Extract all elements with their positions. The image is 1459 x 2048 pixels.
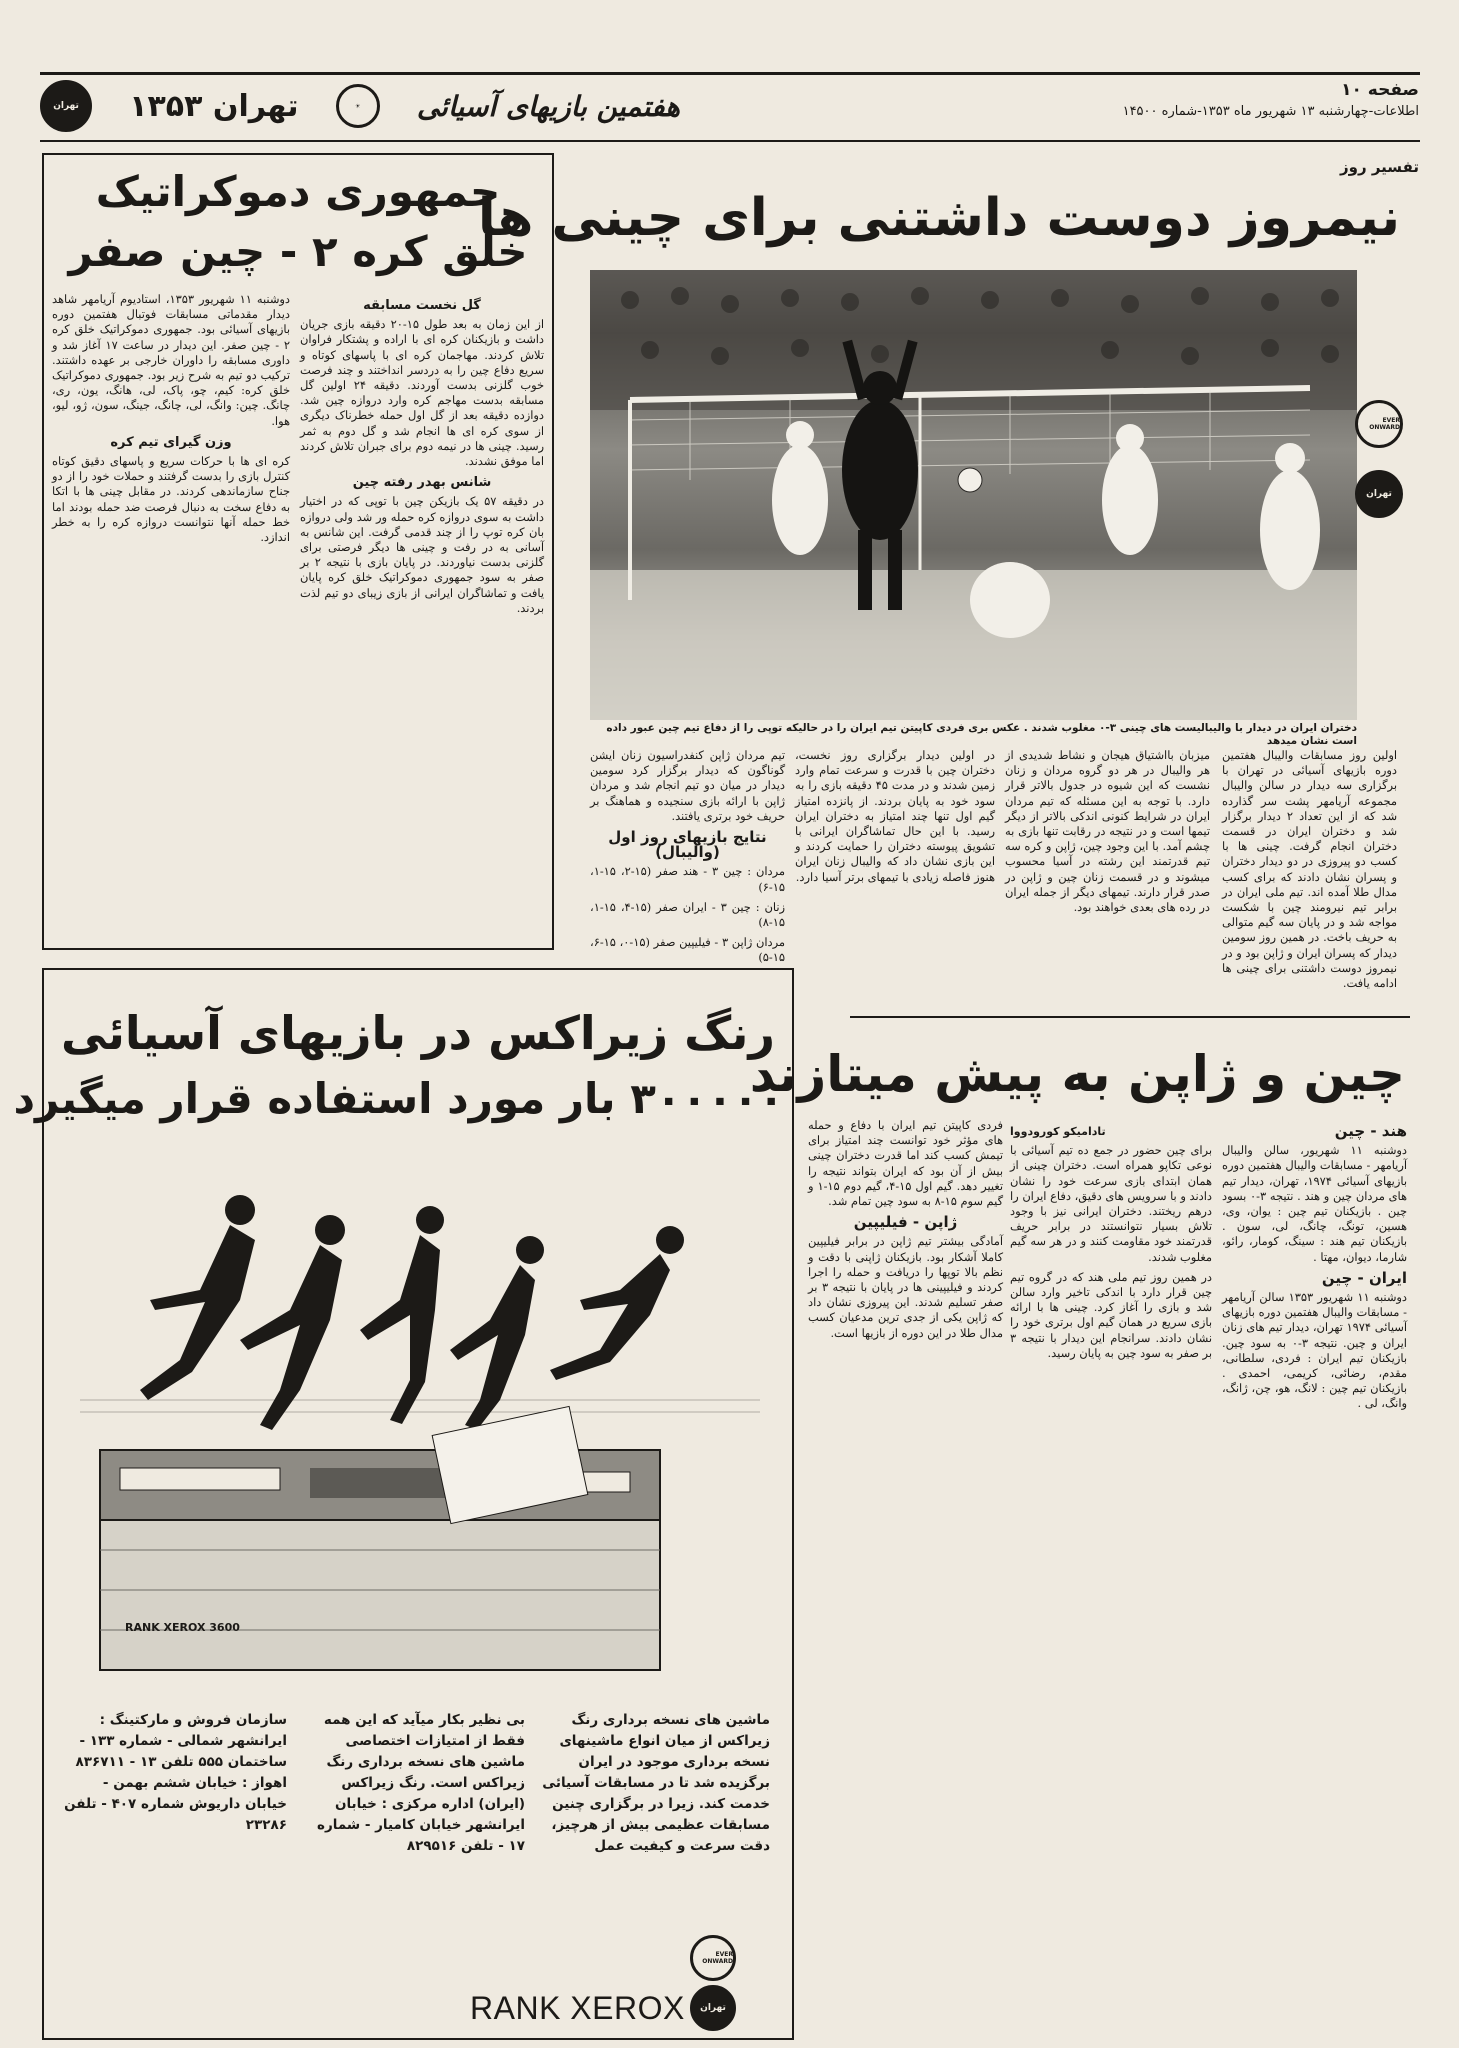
masthead-top-rule: [40, 72, 1420, 75]
japan-col2a-text: برای چین حضور در جمع ده تیم آسیائی با نوعی تکاپو همراه است. دختران چینی از همان ابتدای بازی سرعت خود را نشان دادند و با سرویس های دقیق، دفاع ایران را درهم ریختند. دختران ایرانی نیز با وجود تلاش بسیار نتوانستند در برابر حریف قدرتمند خود مقاومت کنند و در هر سه گیم مغلوب شدند.: [1010, 1143, 1212, 1264]
dateline: اطلاعات-چهارشنبه ۱۳ شهریور ماه ۱۳۵۳-شماره ۱۴۵۰۰: [1122, 104, 1419, 119]
korea-col1: [300, 292, 544, 942]
article-main-col3: [795, 748, 995, 1078]
korea-col2b-text: کره ای ها با حرکات سریع و پاسهای دقیق کوتاه کنترل بازی را بدست گرفتند و حملات خود را از دو جناح سازماندهی کردند. در مقابل چینی ها با اتکا به دفاع سخت به دنبال فرصت ضد حمله بودند اما خط حمله آنها نتوانست دروازه کره را به خطر اندازد.: [52, 454, 290, 545]
masthead-bottom-rule: [40, 140, 1420, 142]
article-kicker: تفسیر روز: [1340, 158, 1419, 176]
city-year: تهران ۱۳۵۳: [129, 88, 299, 124]
page-label: صفحه ۱۰: [1341, 80, 1419, 100]
japan-col2: [1010, 1118, 1212, 2048]
japan-top-rule: [850, 1016, 1410, 1018]
ad-headline-1: رنگ زیراکس در بازیهای آسیائی: [61, 1006, 775, 1060]
result-line-1: مردان : چین ۳ - هند صفر (۱۵-۲، ۱۵-۱، ۱۵-۶): [590, 864, 785, 894]
japan-col1a-text: دوشنبه ۱۱ شهریور، سالن والیبال آریامهر - مسابقات والیبال هفتمین دوره بازیهای آسیائی ۱۹۷۴، تهران، دیدار تیم های مردان چین و هند . نتیجه ۳-۰ بسود چین . بازیکنان تیم چین : یوان، وی، هسین، تونگ، چانگ، لی، سون . بازیکنان تیم هند : سینگ، کومار، رائو، شارما، دیوان، مهتا .: [1222, 1143, 1407, 1264]
ad-brand: RANK XEROX: [470, 1990, 685, 2026]
ad-text-col3: [62, 1710, 287, 1870]
japan-sub-iran-china: ایران - چین: [1321, 1268, 1407, 1287]
ad-text-col2-content: بی نظیر بکار میآید که این همه فقط از امتیازات اختصاصی ماشین های نسخه برداری رنگ زیراکس است. رنگ زیراکس (ایران) اداره مرکزی : خیابان ایرانشهر خیابان کامیار - شماره ۱۷ - تلفن ۸۲۹۵۱۶: [317, 1712, 525, 1854]
japan-sub-india-china: هند - چین: [1334, 1122, 1407, 1140]
ad-tehran-logo-icon: تهران: [690, 1985, 736, 2031]
article-main-title: نیمروز دوست داشتنی برای چینی ها: [477, 188, 1400, 248]
runners-and-copier-art: [80, 1150, 760, 1690]
result-line-3: مردان ژاپن ۳ - فیلیپین صفر (۱۵-۰، ۱۵-۶، ۱۵-۵): [590, 935, 785, 965]
japan-col2b-text: در همین روز تیم ملی هند که در گروه تیم چین قرار دارد با اندکی تاخیر وارد سالن شد و بازی را آغاز کرد. چینی ها با ارائه بازی سریع در همان گیم اول برتری خود را نشان دادند. سرانجام این دیدار با نتیجه ۳ بر صفر به سود چین به پایان رسید.: [1010, 1269, 1212, 1360]
ad-text-col3-content: سازمان فروش و مارکتینگ : ایرانشهر شمالی - شماره ۱۳۳ - ساختمان ۵۵۵ تلفن ۱۳ - ۸۳۶۷۱۱ اهواز : خیابان ششم بهمن - خیابان داریوش شماره ۴۰۷ - تلفن ۲۳۲۸۶: [64, 1712, 287, 1833]
korea-sub-first-goal: گل نخست مسابقه: [363, 298, 481, 313]
korea-sub-team-weight: وزن گیرای تیم کره: [110, 434, 232, 450]
volleyball-photo: [590, 270, 1357, 720]
ad-emblem-icon: EVER ONWARD: [690, 1935, 736, 1981]
games-banner: [40, 80, 680, 132]
copier-model-label: RANK XEROX 3600: [125, 1621, 240, 1634]
korea-col2: [52, 292, 290, 942]
ad-text-col1-content: ماشین های نسخه برداری رنگ زیراکس از میان انواع ماشینهای نسخه برداری موجود در ایران برگزیده شد تا در مسابقات آسیائی خدمت کند. زیرا در برگزاری چنین مسابقات عظیمی بیش از هرچیز، دقت سرعت و کیفیت عمل: [542, 1712, 770, 1854]
photo-caption: دختران ایران در دیدار با والیبالیست های چینی ۳-۰ مغلوب شدند . عکس بری فردی کاپیتن تیم ایران را در حالیکه توپی را از دفاع تیم چین عبور داده است نشان میدهد: [606, 722, 1357, 747]
korea-col1-text: از این زمان به بعد طول ۱۵-۲۰ دقیقه بازی جریان داشت و بازیکنان کره ای با اراده و پشتکار فراوان تلاش کردند. مهاجمان کره ای با پاسهای کوتاه و سریع دفاع چین را به دردسر انداختند و چند فرصت خوب گلزنی بدست آوردند. دقیقه ۲۴ اولین گل مسابقه بدست مهاجم کره وارد دروازه چین شد. دوازده دقیقه بعد از گل اول حمله خطرناک دیگری از سوی کره ای ها انجام شد و گل دوم به ثمر رسید. چینی ها در نیمه دوم برای جبران تلاش کردند اما موفق نشدند.: [300, 317, 545, 469]
japan-col3b-text: آمادگی بیشتر تیم ژاپن در برابر فیلیپین کاملا آشکار بود. بازیکنان ژاپنی با دقت و نظم بالا توپها را دریافت و حمله را اجرا کردند و فیلیپینی ها در پایان با نتیجه ۳ بر صفر تسلیم شدند. این پیروزی نشان داد که ژاپن یکی از جدی ترین مدعیان کسب مدال طلا در این دوره از بازیها است.: [808, 1234, 1004, 1340]
ad-headline-2: ۳۰۰۰۰۰ بار مورد استفاده قرار میگیرد: [13, 1074, 784, 1123]
article-main-col2-text: میزبان بااشتیاق هیجان و نشاط شدیدی از هر والیبال در هر دو گروه مردان و زنان نشست که این شیوه در جدول بالاتر قرار دارد. با توجه به این مسئله که تیم مردان ایران در شرایط کنونی اندکی بالاتر از دیگر تیمها است و در نتیجه در رقابت تنها بازی به چشم آمد. با این وجود چین، ژاپن و کره سه تیم قدرتمند این رشته در آسیا محسوب میشوند و در قسمت زنان چین و ژاپن در صدر قرار دارند. تیمهای دیگر از جمله ایران در رده های بعدی خواهند بود.: [1005, 748, 1210, 915]
japan-byline: تادامیکو کورودووا: [1010, 1125, 1106, 1138]
article-main-col4-text: تیم مردان ژاپن کنفدراسیون زنان ایشن گوناگون که دیدار برگزار کرد سومین دیدار در میان دو تیم انجام شد و مردان ژاپن با ارائه بازی سنجیده و هماهنگ بر حریف خود برتری یافتند.: [590, 748, 785, 823]
article-main-col2: [1005, 748, 1210, 1078]
result-line-2: زنان : چین ۳ - ایران صفر (۱۵-۴، ۱۵-۱، ۱۵-۸): [590, 899, 785, 930]
article-main-col3-text: در اولین دیدار برگزاری روز نخست، دختران چین با قدرت و سرعت تمام وارد زمین شدند و در مدت ۴۵ دقیقه بازی را به سود خود به پایان بردند. از پانزده امتیاز گیم اول تنها چند امتیاز به دختران ایران رسید. با این حال تماشاگران ایرانی با تشویق پیوسته دختران را حمایت کردند و این بازی نشان داد که والیبال زنان ایران هنوز فاصله زیادی با تیمهای برتر آسیا دارد.: [795, 748, 995, 884]
emblem-icon: ☀: [336, 84, 380, 128]
korea-title-line2: خلق کره ۲ - چین صفر: [68, 227, 528, 276]
ad-text-col1: [540, 1710, 770, 1870]
ever-onward-emblem-icon: EVER ONWARD: [1355, 400, 1403, 448]
japan-col3a-text: فردی کاپیتن تیم ایران با دفاع و حمله های مؤثر خود توانست چند امتیاز برای تیمش کسب کند اما قدرت دختران چینی بیش از آن بود که ایران بتواند نتیجه را تغییر دهد. گیم اول ۱۵-۴، گیم دوم ۱۵-۱ و گیم سوم ۱۵-۸ به سود چین تمام شد.: [808, 1118, 1004, 1209]
korea-sub-lost-chance: شانس بهدر رفته چین: [352, 475, 492, 491]
japan-col1b-text: دوشنبه ۱۱ شهریور ۱۳۵۳ سالن آریامهر - مسابقات والیبال هفتمین دوره بازیهای آسیائی ۱۹۷۴ تهران، دیدار تیم های زنان ایران و چین. نتیجه ۳-۰ به سود چین. بازیکنان تیم ایران : فردی، سلطانی، مقدم، رضائی، کریمی، احمدی . بازیکنان تیم چین : لانگ، هو، چن، ژانگ، وانگ، لی .: [1222, 1290, 1407, 1411]
japan-title: چین و ژاپن به پیش میتازند: [749, 1045, 1405, 1103]
korea-col2-text: دوشنبه ۱۱ شهریور ۱۳۵۳، استادیوم آریامهر شاهد دیدار مقدماتی مسابقات فوتبال هفتمین دوره بازیهای آسیائی بود. جمهوری دموکراتیک خلق کره ۲ - چین صفر. این دیدار در ساعت ۱۷ آغاز شد و داوری مسابقه را داوران خارجی بر عهده داشتند. ترکیب دو تیم به شرح زیر بود. جمهوری دموکراتیک خلق کره: کیم، چو، پاک، لی، هانگ، یون، ری، چانگ. چین: وانگ، لی، چانگ، جینگ، سون، ژو، لیو، هوا.: [52, 292, 290, 428]
games-banner-text: هفتمین بازیهای آسیائی: [416, 89, 680, 123]
results-title: نتایج بازیهای روز اول (والیبال): [608, 828, 767, 862]
korea-title-line1: جمهوری دموکراتیک: [95, 167, 501, 216]
japan-col1: [1222, 1118, 1407, 2048]
tehran-seal-icon: تهران: [1355, 470, 1403, 518]
volleyball-photo-art: [590, 270, 1357, 720]
japan-col3: [808, 1118, 1003, 2048]
ad-text-col2: [300, 1710, 525, 1870]
ad-illustration: [80, 1150, 760, 1690]
korea-col1b-text: در دقیقه ۵۷ یک بازیکن چین با توپی که در اختیار داشت به سوی دروازه کره حمله ور شد ولی دروازه بان کره توپ را از چند قدمی گرفت. این شانس به آسانی به در رفت و چینی ها دیگر فرصتی برای گلزنی بدست نیاوردند. در پایان بازی با نتیجه ۲ بر صفر به سود جمهوری دموکراتیک خلق کره پایان یافت و تماشاگران ایرانی از بازی زیبای دو تیم لذت بردند.: [300, 494, 544, 615]
japan-sub-japan-philippines: ژاپن - فیلیپین: [853, 1213, 958, 1232]
tehran-logo-icon: تهران: [40, 80, 92, 132]
article-main-col1-text: اولین روز مسابقات والیبال هفتمین دوره بازیهای آسیائی در تهران با برگزاری سه دیدار در سالن والیبال مجموعه آریامهر پشت سر گذارده شد که از این تعداد ۲ دیدار برگزار شد و دختران ایران در قسمت دختران انجام گرفت. چینی ها با کسب دو پیروزی در دو دیدار دختران و پسران نشان دادند که برای کسب مدال طلا آمده اند. تیم ملی ایران در برابر تیم نیرومند چین با شکست مواجه شد و در پایان سه گیم متوالی به حریف باخت. در همین روز سومین دیدار که پسران ایران و ژاپن بود و در نیمروز دوست داشتنی برای چینی ها ادامه یافت.: [1222, 748, 1397, 991]
